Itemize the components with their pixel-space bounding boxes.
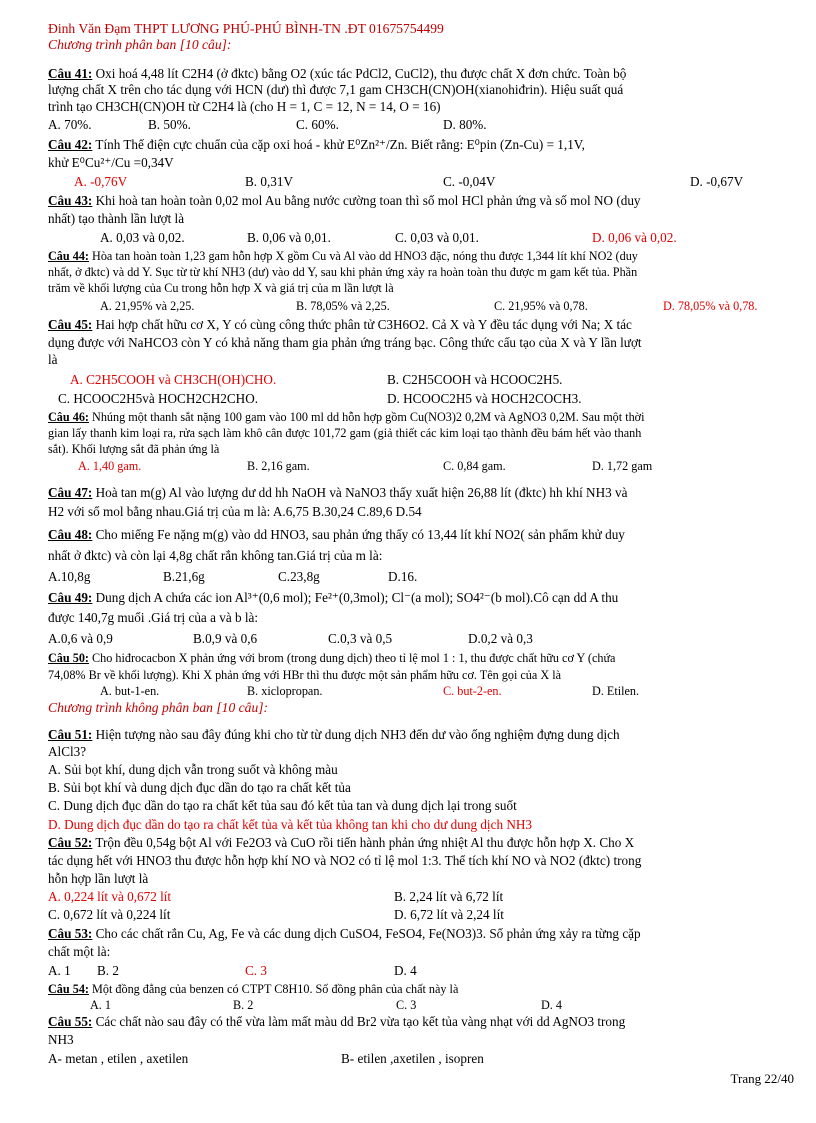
section-title-standard: Chương trình không phân ban [10 câu]: xyxy=(48,700,269,715)
option-a-text: A. C2H5COOH và CH3CH(OH)CHO. xyxy=(70,372,277,387)
question-number: Câu 49: xyxy=(48,590,93,605)
question-46-line-1 xyxy=(48,409,766,425)
question-text: Cho hiđrocacbon X phản ứng với brom (trong dung dịch) theo tỉ lệ mol 1 : 1, thu được chất hữu cơ Y (chứa xyxy=(88,651,616,665)
question-52-line-2: tác dụng hết với HNO3 thu được hỗn hợp khí NO và NO2 có tỉ lệ mol 1:3. Thể tích khí NO và NO2 (đktc) trong xyxy=(48,853,642,868)
question-number: Câu 43: xyxy=(48,193,93,208)
question-48-line-2: nhất ở đktc) và còn lại 4,8g chất rắn không tan.Giá trị của m là: xyxy=(48,548,383,563)
question-41-line-2: lượng chất X trên cho tác dụng với HCN (dư) thì được 7,1 gam CH3CH(CN)OH(xianohiđrin). Hiệu suất quá xyxy=(48,82,624,97)
option-a: A. 70%. xyxy=(48,117,92,132)
option-c: C. 60%. xyxy=(296,117,339,132)
question-55-options xyxy=(0,1051,816,1067)
question-text: Cho miếng Fe nặng m(g) vào dd HNO3, sau phản ứng thấy có 13,44 lít khí NO2( sản phẩm khử duy xyxy=(92,527,625,542)
question-43-line-1 xyxy=(48,193,766,209)
option-b: B. 2 xyxy=(233,998,254,1012)
option-a: A. 0,224 lít và 0,672 lít xyxy=(48,889,172,904)
question-52-line-1 xyxy=(48,835,766,851)
option-b: B. 78,05% và 2,25. xyxy=(296,299,390,313)
question-51-option-d: D. Dung dịch đục dần do tạo ra chất kết tủa và kết tủa không tan khi cho dư dung dịch NH3 xyxy=(48,817,532,832)
option-c: C. 21,95% và 0,78. xyxy=(494,299,588,313)
option-d: D. 80%. xyxy=(443,117,487,132)
question-51-line-1 xyxy=(48,727,766,743)
question-51-line-2: AlCl3? xyxy=(48,744,87,759)
question-number: Câu 41: xyxy=(48,66,93,81)
question-45-line-3: là xyxy=(48,352,58,367)
option-c: C. 0,03 và 0,01. xyxy=(395,230,479,245)
question-54-line-1 xyxy=(48,981,766,997)
option-a: A- metan , etilen , axetilen xyxy=(48,1051,189,1066)
question-52-line-3: hỗn hợp lần lượt là xyxy=(48,871,149,886)
option-d: D. 1,72 gam xyxy=(592,459,653,473)
header-line: Đinh Văn Đạm THPT LƯƠNG PHÚ-PHÚ BÌNH-TN .ĐT 01675754499 xyxy=(48,21,444,36)
question-number: Câu 55: xyxy=(48,1014,93,1029)
question-text: Dung dịch A chứa các ion Al³⁺(0,6 mol); Fe²⁺(0,3mol); Cl⁻(a mol); SO4²⁻(b mol).Cô cạn dd A thu xyxy=(92,590,619,605)
option-b: B.21,6g xyxy=(163,569,205,584)
question-number: Câu 48: xyxy=(48,527,93,542)
question-43-line-2: nhất) tạo thành lần lượt là xyxy=(48,211,185,226)
question-number: Câu 44: xyxy=(48,249,89,263)
option-c: C. HCOOC2H5và HOCH2CH2CHO. xyxy=(58,391,259,406)
question-text: Một đồng đẳng của benzen có CTPT C8H10. Số đồng phân của chất này là xyxy=(88,982,459,996)
question-43-options xyxy=(0,230,816,246)
question-text: Hoà tan m(g) Al vào lượng dư dd hh NaOH và NaNO3 thấy xuất hiện 26,88 lít (đktc) hh khí NH3 và xyxy=(92,485,628,500)
question-44-line-1 xyxy=(48,248,766,264)
option-c: C.0,3 và 0,5 xyxy=(328,631,393,646)
question-55-line-1 xyxy=(48,1014,766,1030)
option-d: D. 4 xyxy=(541,998,562,1012)
question-48-options xyxy=(0,569,816,585)
question-text: Khi hoà tan hoàn toàn 0,02 mol Au bằng nước cường toan thì số mol HCl phản ứng và số mol NO (duy xyxy=(92,193,641,208)
option-d: D. 0,06 và 0,02. xyxy=(592,230,677,245)
option-c: C. 3 xyxy=(245,963,267,978)
option-b: B. 2,16 gam. xyxy=(247,459,310,473)
option-c: C. -0,04V xyxy=(443,174,496,189)
option-d: D. 4 xyxy=(394,963,417,978)
question-41-options xyxy=(0,117,816,133)
question-text: Oxi hoá 4,48 lít C2H4 (ở đktc) bằng O2 (xúc tác PdCl2, CuCl2), thu được chất X đơn chức. Toàn bộ xyxy=(92,66,627,81)
question-53-line-1 xyxy=(48,926,766,942)
option-a: A.0,6 và 0,9 xyxy=(48,631,113,646)
question-number: Câu 50: xyxy=(48,651,89,665)
question-text: Hai hợp chất hữu cơ X, Y có cùng công thức phân tử C3H6O2. Cả X và Y đều tác dụng với Na; X tác xyxy=(92,317,632,332)
option-b: B. 0,06 và 0,01. xyxy=(247,230,331,245)
option-b: B.0,9 và 0,6 xyxy=(193,631,258,646)
question-44-line-2: nhất, ở đktc) và dd Y. Sục từ từ khí NH3 (dư) vào dd Y, sau khi phản ứng xảy ra hoàn toàn thu được m gam kết tủa. Phần xyxy=(48,265,638,279)
option-d: D. -0,67V xyxy=(690,174,744,189)
question-51-option-c: C. Dung dịch đục dần do tạo ra chất kết tủa sau đó kết tủa tan và dung dịch lại trong suốt xyxy=(48,798,517,813)
question-55-line-2: NH3 xyxy=(48,1032,74,1047)
option-c: C. 0,672 lít và 0,224 lít xyxy=(48,907,171,922)
option-b: B. 0,31V xyxy=(245,174,293,189)
question-number: Câu 45: xyxy=(48,317,93,332)
question-50-line-2: 74,08% Br về khối lượng). Khi X phản ứng với HBr thì thu được một sản phẩm hữu cơ. Tên gọi của X là xyxy=(48,668,561,682)
question-number: Câu 51: xyxy=(48,727,93,742)
question-45-line-2: dụng được với NaHCO3 còn Y có khả năng tham gia phản ứng tráng bạc. Công thức cấu tạo của X và Y lần lượt xyxy=(48,335,642,350)
question-53-options xyxy=(0,963,816,979)
question-45-options-row-2 xyxy=(0,391,816,407)
option-b: B. 2 xyxy=(97,963,119,978)
question-42-options xyxy=(0,174,816,190)
question-text: Các chất nào sau đây có thể vừa làm mất màu dd Br2 vừa tạo kết tủa vàng nhạt với dd AgNO3 trong xyxy=(92,1014,626,1029)
question-number: Câu 53: xyxy=(48,926,93,941)
option-d: D. 6,72 lít và 2,24 lít xyxy=(394,907,504,922)
option-a: A. 1 xyxy=(48,963,71,978)
question-52-options-row-1 xyxy=(0,889,816,905)
option-b: B. 2,24 lít và 6,72 lít xyxy=(394,889,504,904)
question-text: Hiện tượng nào sau đây đúng khi cho từ từ dung dịch NH3 đến dư vào ống nghiệm đựng dung dịch xyxy=(92,727,620,742)
question-51-option-a: A. Sủi bọt khí, dung dịch vẫn trong suốt và không màu xyxy=(48,762,338,777)
option-c: C. but-2-en. xyxy=(443,684,502,698)
question-51-option-b: B. Sủi bọt khí và dung dịch đục dần do tạo ra chất kết tủa xyxy=(48,780,351,795)
question-50-line-1 xyxy=(48,650,766,666)
question-41-line-1 xyxy=(48,66,766,82)
question-54-options xyxy=(0,997,816,1013)
question-44-options xyxy=(0,298,816,314)
question-text: Nhúng một thanh sắt nặng 100 gam vào 100 ml dd hỗn hợp gồm Cu(NO3)2 0,2M và AgNO3 0,2M. Sau một thời xyxy=(88,410,645,424)
question-46-options xyxy=(0,458,816,474)
option-c: C. 3 xyxy=(396,998,417,1012)
question-number: Câu 47: xyxy=(48,485,93,500)
option-d: D. 78,05% và 0,78. xyxy=(663,299,758,313)
question-52-options-row-2 xyxy=(0,907,816,923)
question-text: Cho các chất rắn Cu, Ag, Fe và các dung dịch CuSO4, FeSO4, Fe(NO3)3. Số phản ứng xảy ra từng cặp xyxy=(92,926,641,941)
option-a: A. but-1-en. xyxy=(100,684,160,698)
option-a xyxy=(70,372,276,388)
option-a: A. 21,95% và 2,25. xyxy=(100,299,195,313)
question-47-line-1 xyxy=(48,485,766,501)
option-d: D.0,2 và 0,3 xyxy=(468,631,533,646)
page-number: Trang 22/40 xyxy=(730,1071,794,1086)
question-number: Câu 46: xyxy=(48,410,89,424)
question-49-line-1 xyxy=(48,590,766,606)
question-text: Trộn đều 0,54g bột Al với Fe2O3 và CuO rồi tiến hành phản ứng nhiệt Al thu được hỗn hợp X. Cho X xyxy=(92,835,635,850)
question-49-line-2: được 140,7g muối .Giá trị của a và b là: xyxy=(48,610,259,625)
option-a: A. 1,40 gam. xyxy=(78,459,142,473)
option-c: C. 0,84 gam. xyxy=(443,459,506,473)
question-50-options xyxy=(0,683,816,699)
option-a: A. -0,76V xyxy=(74,174,128,189)
question-number: Câu 42: xyxy=(48,137,93,152)
question-41-line-3: trình tạo CH3CH(CN)OH từ C2H4 là (cho H = 1, C = 12, N = 14, O = 16) xyxy=(48,99,441,114)
question-49-options xyxy=(0,631,816,647)
option-b: B. C2H5COOH và HCOOC2H5. xyxy=(387,372,563,387)
question-47-line-2: H2 với số mol bằng nhau.Giá trị của m là: A.6,75 B.30,24 C.89,6 D.54 xyxy=(48,504,422,519)
option-a: A.10,8g xyxy=(48,569,91,584)
option-d: D. HCOOC2H5 và HOCH2COCH3. xyxy=(387,391,582,406)
question-45-line-1 xyxy=(48,317,766,333)
option-c: C.23,8g xyxy=(278,569,320,584)
option-a: A. 1 xyxy=(90,998,111,1012)
section-title-advanced: Chương trình phân ban [10 câu]: xyxy=(48,37,232,52)
option-b: B- etilen ,axetilen , isopren xyxy=(341,1051,484,1066)
question-46-line-2: gian lấy thanh kim loại ra, rửa sạch làm khô cân được 101,72 gam (giả thiết các kim loại tạo thành đều bám hết vào thanh xyxy=(48,426,642,440)
option-b: B. 50%. xyxy=(148,117,191,132)
question-text: Hòa tan hoàn toàn 1,23 gam hỗn hợp X gồm Cu và Al vào dd HNO3 đặc, nóng thu được 1,344 lít khí NO2 (duy xyxy=(88,249,638,263)
option-b: B. xiclopropan. xyxy=(247,684,323,698)
question-number: Câu 52: xyxy=(48,835,93,850)
question-text: Tính Thế điện cực chuẩn của cặp oxi hoá - khử E⁰Zn²⁺/Zn. Biết rằng: E⁰pin (Zn-Cu) = 1,1V, xyxy=(92,137,585,152)
option-a: A. 0,03 và 0,02. xyxy=(100,230,185,245)
question-44-line-3: trăm về khối lượng của Cu trong hỗn hợp X và giá trị của m lần lượt là xyxy=(48,281,394,295)
question-42-line-1 xyxy=(48,137,766,153)
question-46-line-3: sắt). Khối lượng sắt đã phản ứng là xyxy=(48,442,220,456)
question-48-line-1 xyxy=(48,527,766,543)
question-53-line-2: chất một là: xyxy=(48,944,111,959)
option-d: D.16. xyxy=(388,569,418,584)
question-42-line-2: khử E⁰Cu²⁺/Cu =0,34V xyxy=(48,155,174,170)
question-number: Câu 54: xyxy=(48,982,89,996)
question-45-options-row-1 xyxy=(0,372,816,388)
option-d: D. Etilen. xyxy=(592,684,640,698)
